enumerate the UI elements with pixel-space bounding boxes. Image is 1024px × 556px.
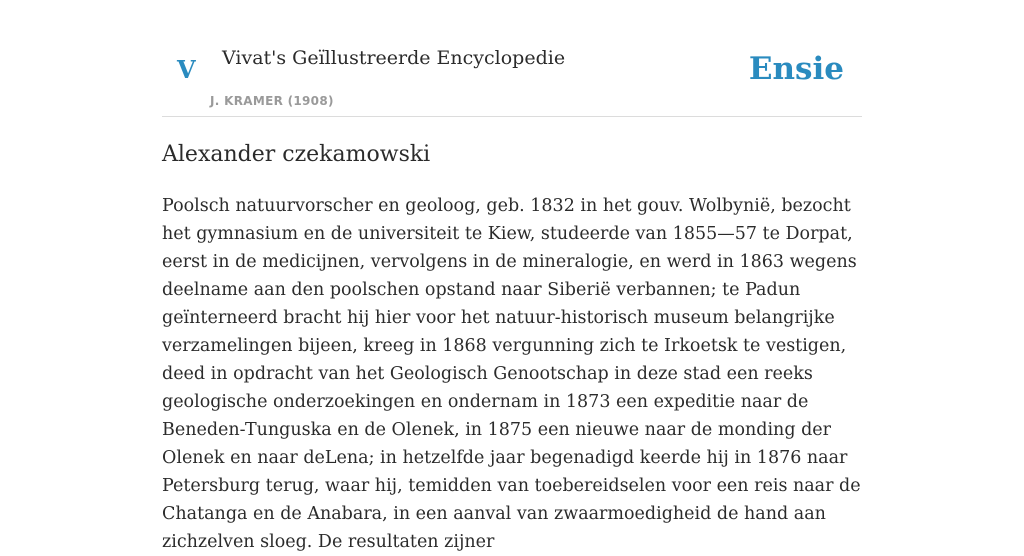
header [162, 0, 862, 117]
book-author: J. KRAMER (1908) [210, 94, 334, 108]
entry-body: Poolsch natuurvorscher en geoloog, geb. 1832 in het gouv. Wolbynië, bezocht het gymnasium en de universiteit te Kiew, studeerde van 1855—57 te Dorpat, eerst in de medicijnen, vervolgens in de mineralogie, en werd in 1863 wegens deelname aan den poolschen opstand naar Siberië verbannen; te Padun geïnterneerd bracht hij hier voor het natuur-historisch museum belangrijke verzamelingen bijeen, kreeg in 1868 vergunning zich te Irkoetsk te vestigen, deed in opdracht van het Geologisch Genootschap in deze stad een reeks geologische onderzoekingen en ondernam in 1873 een expeditie naar de Beneden-Tunguska en de Olenek, in 1875 een nieuwe naar de monding der Olenek en naar deLena; in hetzelfde jaar begenadigd keerde hij in 1876 naar Petersburg terug, waar hij, temidden van toebereidselen voor een reis naar de Chatanga en de Anabara, in een aanval van zwaarmoedigheid de hand aan zichzelven sloeg. De resultaten zijner [162, 196, 861, 552]
brand-logo[interactable]: Ensie [748, 51, 844, 87]
entry-title: Alexander czekamowski [162, 142, 431, 167]
book-logo[interactable]: V [177, 55, 196, 84]
book-title[interactable]: Vivat's Geïllustreerde Encyclopedie [222, 47, 566, 69]
